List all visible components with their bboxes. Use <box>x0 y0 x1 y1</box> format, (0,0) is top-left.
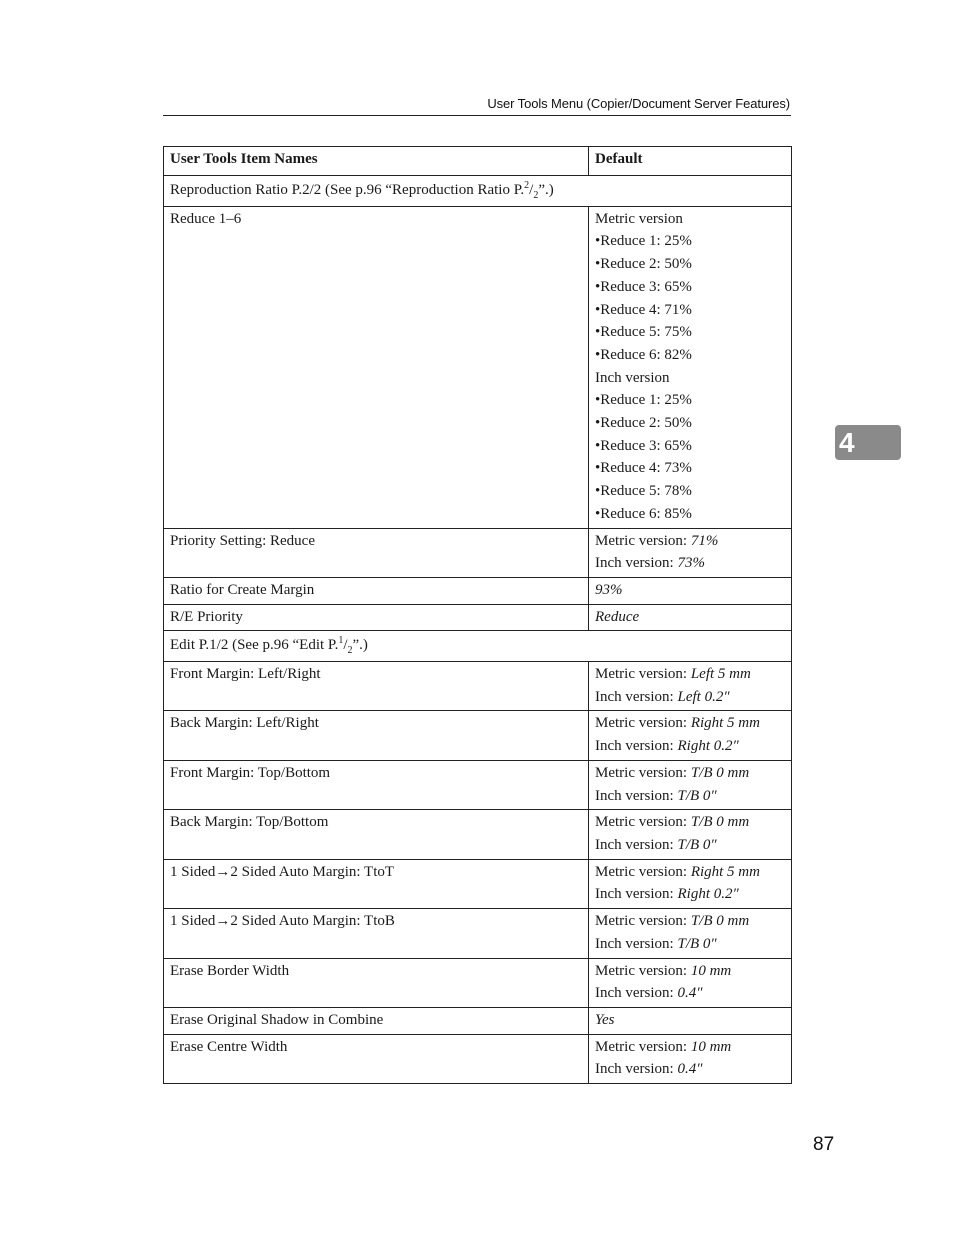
table-header-row <box>164 147 792 176</box>
item-name: Reduce 1–6 <box>164 206 589 528</box>
item-name: Front Margin: Left/Right <box>164 662 589 711</box>
reduce-inch-1: •Reduce 1: 25% <box>595 392 692 409</box>
running-header: User Tools Menu (Copier/Document Server Features) <box>487 96 790 111</box>
item-name: 1 Sided→2 Sided Auto Margin: TtoT <box>164 859 589 908</box>
reduce-metric-6: •Reduce 6: 82% <box>595 346 692 363</box>
inch-line <box>595 552 785 575</box>
inch-label: Inch version: <box>595 738 678 755</box>
inch-line <box>595 834 785 857</box>
metric-line <box>595 762 785 785</box>
metric-label: Metric version: <box>595 962 691 979</box>
chapter-tab: 4 <box>835 425 901 460</box>
item-name: Erase Border Width <box>164 958 589 1007</box>
inch-label: Inch version: <box>595 935 678 952</box>
metric-value: Right 5 mm <box>690 715 760 732</box>
inch-line <box>595 686 785 709</box>
default-value: Yes <box>589 1007 792 1034</box>
default-value <box>589 909 792 958</box>
item-name: Erase Centre Width <box>164 1034 589 1083</box>
table-row-auto-margin-ttot <box>164 859 792 908</box>
default-value: 93% <box>589 577 792 604</box>
reduce-inch-3: •Reduce 3: 65% <box>595 437 692 454</box>
inch-line <box>595 883 785 906</box>
inch-label: Inch version: <box>595 688 678 705</box>
fraction-denominator: 2 <box>533 190 539 201</box>
column-header-default: Default <box>589 147 792 176</box>
inch-value: 0.4″ <box>677 1061 703 1078</box>
metric-label: Metric version: <box>595 666 691 683</box>
metric-value: Right 5 mm <box>690 863 760 880</box>
inch-label: Inch version: <box>595 787 678 804</box>
item-name: Ratio for Create Margin <box>164 577 589 604</box>
inch-value: T/B 0″ <box>677 935 717 952</box>
metric-value: T/B 0 mm <box>690 764 750 781</box>
section-row-edit <box>164 631 792 662</box>
inch-label: Inch version: <box>595 1061 678 1078</box>
inch-line <box>595 982 785 1005</box>
inch-value: Left 0.2″ <box>677 688 730 705</box>
item-name: 1 Sided→2 Sided Auto Margin: TtoB <box>164 909 589 958</box>
inch-value: 0.4″ <box>677 985 703 1002</box>
table-row-erase-border-width <box>164 958 792 1007</box>
metric-label: Metric version: <box>595 1038 691 1055</box>
inch-line <box>595 933 785 956</box>
reduce-metric-2: •Reduce 2: 50% <box>595 256 692 273</box>
inch-label: Inch version: <box>595 555 678 572</box>
metric-label: Metric version <box>595 210 683 227</box>
section-row-reproduction-ratio <box>164 176 792 207</box>
item-name: Priority Setting: Reduce <box>164 528 589 577</box>
inch-line <box>595 785 785 808</box>
metric-line <box>595 712 785 735</box>
metric-line <box>595 530 785 553</box>
fraction-numerator: 2 <box>524 180 530 191</box>
metric-line <box>595 861 785 884</box>
metric-value: Left 5 mm <box>690 666 751 683</box>
reduce-inch-5: •Reduce 5: 78% <box>595 483 692 500</box>
table-row-erase-shadow <box>164 1007 792 1034</box>
reduce-inch-4: •Reduce 4: 73% <box>595 460 692 477</box>
default-value <box>589 859 792 908</box>
metric-line <box>595 960 785 983</box>
header-divider <box>163 115 791 116</box>
section-text-end: ”.) <box>538 182 554 198</box>
inch-line <box>595 1058 785 1081</box>
column-header-item-names: User Tools Item Names <box>164 147 589 176</box>
section-text: Reproduction Ratio P.2/2 (See p.96 “Reproduction Ratio P. <box>170 182 525 198</box>
table-row-reduce <box>164 206 792 528</box>
inch-label: Inch version: <box>595 985 678 1002</box>
inch-value: 73% <box>677 555 705 572</box>
item-name: Back Margin: Top/Bottom <box>164 810 589 859</box>
user-tools-table <box>163 146 792 1084</box>
table-row-back-margin-tb <box>164 810 792 859</box>
metric-value: T/B 0 mm <box>690 913 750 930</box>
default-value <box>589 206 792 528</box>
reduce-metric-1: •Reduce 1: 25% <box>595 233 692 250</box>
inch-label: Inch version: <box>595 836 678 853</box>
metric-label: Metric version: <box>595 913 691 930</box>
inch-label: Inch version: <box>595 886 678 903</box>
metric-label: Metric version: <box>595 715 691 732</box>
default-value <box>589 1034 792 1083</box>
item-name: Erase Original Shadow in Combine <box>164 1007 589 1034</box>
inch-value: T/B 0″ <box>677 787 717 804</box>
section-title: Reproduction Ratio P.2/2 (See p.96 “Reproduction Ratio $P.^2/_2$”.) <box>164 176 792 207</box>
metric-value: 10 mm <box>690 1038 732 1055</box>
metric-label: Metric version: <box>595 863 691 880</box>
table-row-ratio-create-margin <box>164 577 792 604</box>
metric-line <box>595 663 785 686</box>
item-name: Back Margin: Left/Right <box>164 711 589 760</box>
inch-value: Right 0.2″ <box>677 738 739 755</box>
default-value: Reduce <box>589 604 792 631</box>
inch-label: Inch version <box>595 369 670 386</box>
reduce-metric-5: •Reduce 5: 75% <box>595 324 692 341</box>
metric-label: Metric version: <box>595 532 691 549</box>
page-number: 87 <box>813 1134 835 1155</box>
default-value <box>589 662 792 711</box>
inch-line <box>595 735 785 758</box>
fraction-denominator: 2 <box>347 645 353 657</box>
item-name: Front Margin: Top/Bottom <box>164 760 589 809</box>
metric-value: 10 mm <box>690 962 732 979</box>
table-row-priority-setting <box>164 528 792 577</box>
default-value <box>589 760 792 809</box>
section-text-end: ”.) <box>352 637 368 654</box>
fraction-numerator: 1 <box>338 635 344 647</box>
item-name: R/E Priority <box>164 604 589 631</box>
table-row-auto-margin-ttob <box>164 909 792 958</box>
metric-line <box>595 811 785 834</box>
metric-value: T/B 0 mm <box>690 814 750 831</box>
table-row-front-margin-lr <box>164 662 792 711</box>
section-title: Edit P.1/2 (See p.96 “Edit $P.^1/_2$”.) <box>164 631 792 662</box>
metric-value: 71% <box>690 532 719 549</box>
section-text: Edit P.1/2 (See p.96 “Edit P. <box>170 637 339 654</box>
reduce-metric-4: •Reduce 4: 71% <box>595 301 692 318</box>
table-row-erase-centre-width <box>164 1034 792 1083</box>
metric-line <box>595 1036 785 1059</box>
reduce-inch-2: •Reduce 2: 50% <box>595 415 692 432</box>
default-value <box>589 528 792 577</box>
reduce-inch-6: •Reduce 6: 85% <box>595 505 692 522</box>
table-row-back-margin-lr <box>164 711 792 760</box>
metric-line <box>595 910 785 933</box>
metric-label: Metric version: <box>595 814 691 831</box>
metric-label: Metric version: <box>595 764 691 781</box>
default-value <box>589 810 792 859</box>
inch-value: T/B 0″ <box>677 836 717 853</box>
table-row-re-priority <box>164 604 792 631</box>
default-value <box>589 711 792 760</box>
inch-value: Right 0.2″ <box>677 886 739 903</box>
reduce-metric-3: •Reduce 3: 65% <box>595 278 692 295</box>
table-row-front-margin-tb <box>164 760 792 809</box>
default-value <box>589 958 792 1007</box>
